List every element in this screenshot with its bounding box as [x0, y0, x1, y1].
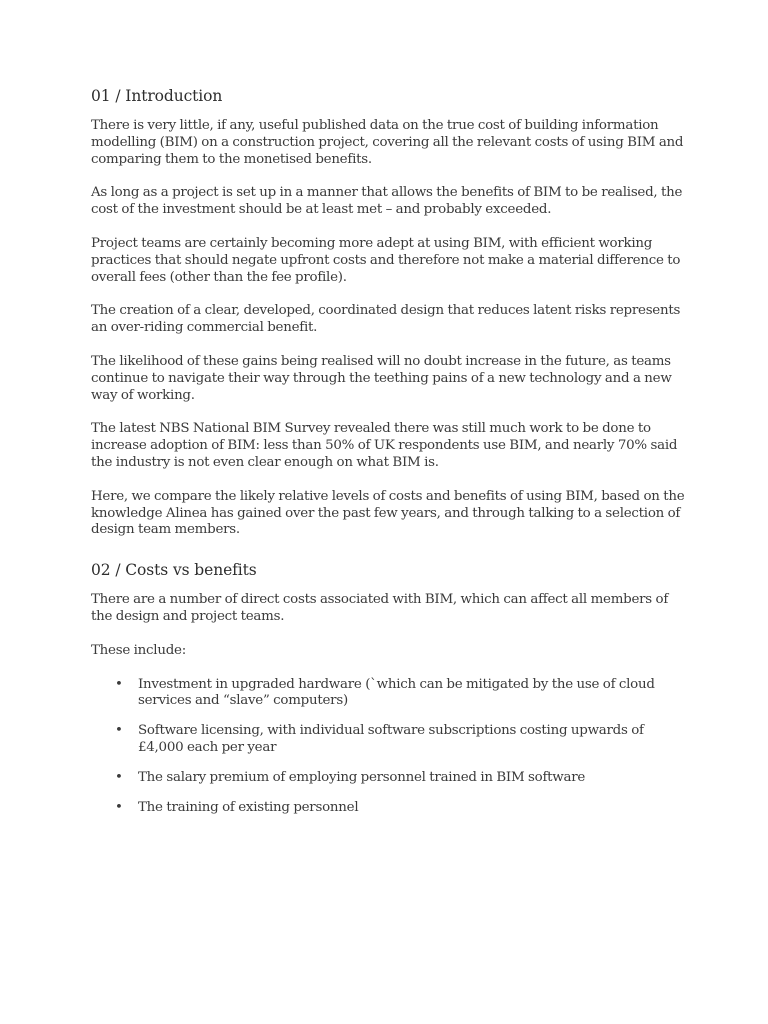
- list-item-text: The salary premium of employing personnel trained in BIM software: [138, 769, 586, 785]
- section-introduction: [91, 86, 691, 539]
- intro-paragraph-3: Project teams are certainly becoming more adept at using BIM, with efficient working practices that should negate upfront costs and therefore not make a material difference to overall fees (other than the fee profile).: [91, 235, 681, 285]
- section-heading-costs-vs-benefits: 02 / Costs vs benefits: [91, 561, 257, 580]
- list-item: [91, 723, 691, 757]
- intro-paragraph-6: The latest NBS National BIM Survey revealed there was still much work to be done to increase adoption of BIM: less than 50% of UK respondents use BIM, and nearly 70% said the industry is not even clear enough on what BIM is.: [91, 421, 678, 470]
- intro-paragraph-5: The likelihood of these gains being realised will no doubt increase in the future, as teams continue to navigate their way through the teething pains of a new technology and a new way of working.: [91, 353, 672, 403]
- costs-bullet-list: [91, 677, 691, 817]
- list-item: [91, 770, 691, 787]
- list-item-text: The training of existing personnel: [138, 799, 359, 815]
- intro-paragraph-4: The creation of a clear, developed, coordinated design that reduces latent risks represents an over-riding commercial benefit.: [91, 303, 681, 336]
- bullet-icon: •: [115, 676, 123, 692]
- costs-paragraph-1: There are a number of direct costs associated with BIM, which can affect all members of the design and project teams.: [91, 592, 669, 624]
- list-item: [91, 677, 691, 711]
- list-item-text: Software licensing, with individual software subscriptions costing upwards of £4,000 each per year: [138, 723, 644, 755]
- bullet-icon: •: [115, 799, 123, 815]
- list-item: [91, 800, 691, 817]
- intro-paragraph-7: Here, we compare the likely relative levels of costs and benefits of using BIM, based on the knowledge Alinea has gained over the past few years, and through talking to a selection of design team members.: [91, 488, 685, 538]
- section-heading-introduction: 01 / Introduction: [91, 87, 223, 105]
- bullet-icon: •: [115, 769, 123, 785]
- intro-paragraph-2: As long as a project is set up in a manner that allows the benefits of BIM to be realised, the cost of the investment should be at least met – and probably exceeded.: [91, 185, 683, 218]
- document-page: [91, 86, 691, 829]
- bullet-icon: •: [115, 723, 123, 739]
- costs-paragraph-2: These include:: [91, 642, 186, 658]
- section-costs-vs-benefits: [91, 560, 691, 816]
- intro-paragraph-1: There is very little, if any, useful published data on the true cost of building information modelling (BIM) on a construction project, covering all the relevant costs of using BIM and comparing them to the monetised benefits.: [91, 118, 684, 167]
- list-item-text: Investment in upgraded hardware (`which can be mitigated by the use of cloud services and “slave” computers): [138, 676, 655, 709]
